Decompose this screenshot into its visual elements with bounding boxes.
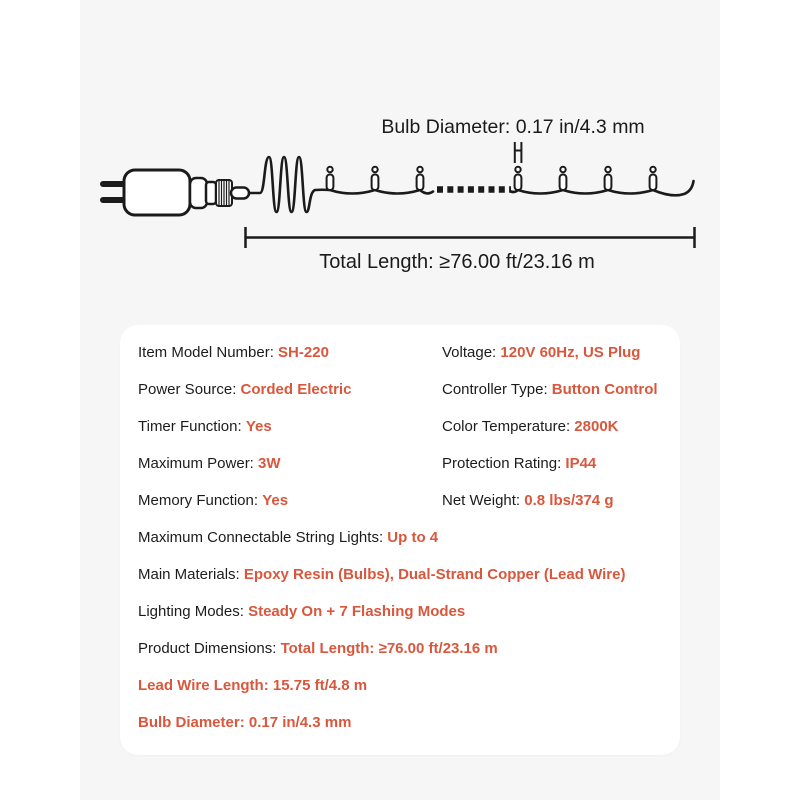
spec-label: Maximum Connectable String Lights: [138, 529, 388, 546]
spec-label: Voltage: [442, 344, 501, 361]
spec-value: Button Control [551, 381, 658, 398]
spec-row-power-source [138, 371, 442, 408]
spec-value: SH-220 [278, 344, 329, 361]
spec-row-color-temperature [442, 408, 662, 445]
bulb-diameter-label: Bulb Diameter: 0.17 in/4.3 mm [381, 116, 645, 138]
spec-value: Steady On + 7 Flashing Modes [248, 603, 466, 620]
spec-value: 120V 60Hz, US Plug [500, 344, 641, 361]
spec-row-timer-function [138, 408, 442, 445]
spec-label: Main Materials: [138, 566, 244, 583]
spec-value: Bulb Diameter: 0.17 in/4.3 mm [138, 714, 352, 731]
spec-row-max-connectable [138, 519, 662, 556]
power-plug-icon [100, 170, 249, 215]
spec-value: 0.8 lbs/374 g [524, 492, 614, 509]
spec-row-product-dimensions [138, 630, 662, 667]
bulb-icon [560, 167, 567, 190]
bulb-icon [605, 167, 612, 190]
spec-row-bulb-diameter [138, 704, 662, 741]
spec-full-width-rows [138, 519, 662, 741]
spec-row-lighting-modes [138, 593, 662, 630]
spec-value: IP44 [565, 455, 597, 472]
spec-value: Total Length: ≥76.00 ft/23.16 m [280, 640, 498, 657]
spec-row-net-weight [442, 482, 662, 519]
diameter-marker-icon [515, 142, 522, 163]
spec-label: Controller Type: [442, 381, 552, 398]
spec-label: Color Temperature: [442, 418, 575, 435]
spec-value: Corded Electric [240, 381, 352, 398]
connector-step [206, 182, 216, 204]
spec-row-lead-wire-length [138, 667, 662, 704]
bulb-icon [372, 167, 379, 190]
string-wire [330, 181, 694, 195]
spec-row-main-materials [138, 556, 662, 593]
spec-label: Net Weight: [442, 492, 525, 509]
spec-value: Lead Wire Length: 15.75 ft/4.8 m [138, 677, 368, 694]
spec-row-controller-type [442, 371, 662, 408]
coiled-wire [249, 157, 330, 212]
bulb-icon [515, 167, 522, 190]
spec-value: 3W [258, 455, 281, 472]
bulb-icon [650, 167, 657, 190]
bulb-icon [417, 167, 424, 190]
plug-tip [231, 188, 249, 199]
length-dimension-line [246, 227, 695, 248]
string-light-illustration [0, 0, 800, 300]
spec-value: Epoxy Resin (Bulbs), Dual-Strand Copper (Lead Wire) [243, 566, 626, 583]
total-length-label: Total Length: ≥76.00 ft/23.16 m [319, 251, 595, 273]
spec-label: Product Dimensions: [138, 640, 281, 657]
spec-label: Protection Rating: [442, 455, 566, 472]
adapter-body [124, 170, 190, 215]
spec-label: Power Source: [138, 381, 241, 398]
spec-label: Item Model Number: [138, 344, 279, 361]
spec-card [120, 325, 680, 755]
spec-label: Lighting Modes: [138, 603, 249, 620]
connector-step [190, 178, 207, 208]
spec-value: Yes [245, 418, 272, 435]
spec-row-maximum-power [138, 445, 442, 482]
spec-row-protection-rating [442, 445, 662, 482]
spec-value: 2800K [574, 418, 619, 435]
knurled-connector [216, 180, 232, 206]
spec-label: Memory Function: [138, 492, 263, 509]
spec-row-item-model-number [138, 334, 442, 371]
spec-label: Timer Function: [138, 418, 246, 435]
spec-value: Yes [262, 492, 289, 509]
spec-row-memory-function [138, 482, 442, 519]
spec-two-column-grid [138, 334, 662, 519]
spec-row-voltage [442, 334, 662, 371]
spec-label: Maximum Power: [138, 455, 259, 472]
bulb-icon [327, 167, 334, 190]
spec-value: Up to 4 [387, 529, 439, 546]
